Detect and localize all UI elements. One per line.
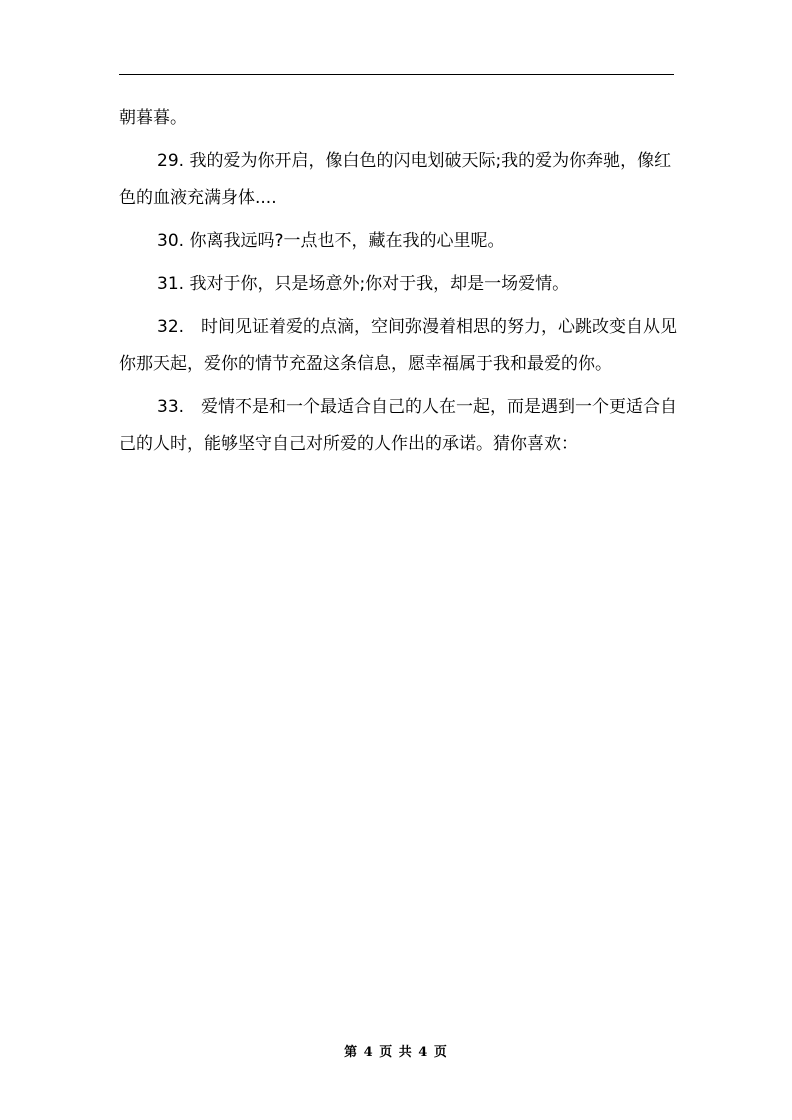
document-body (119, 100, 679, 469)
paragraph-33: 33. 爱情不是和一个最适合自己的人在一起，而是遇到一个更适合自己的人时，能够坚守自己对所爱的人作出的承诺。猜你喜欢： (119, 397, 678, 454)
header-rule (119, 74, 674, 75)
paragraph-30: 30. 你离我远吗?一点也不，藏在我的心里呢。 (157, 231, 505, 251)
page-footer: 第 4 页 共 4 页 (344, 1045, 448, 1060)
paragraph-31: 31. 我对于你，只是场意外;你对于我，却是一场爱情。 (157, 274, 570, 294)
paragraph-32: 32. 时间见证着爱的点滴，空间弥漫着相思的努力，心跳改变自从见你那天起，爱你的情节充盈这条信息，愿幸福属于我和最爱的你。 (119, 317, 678, 374)
paragraph-continuation: 朝暮暮。 (119, 108, 187, 128)
paragraph-29: 29. 我的爱为你开启，像白色的闪电划破天际;我的爱为你奔驰，像红色的血液充满身体.... (119, 151, 672, 208)
